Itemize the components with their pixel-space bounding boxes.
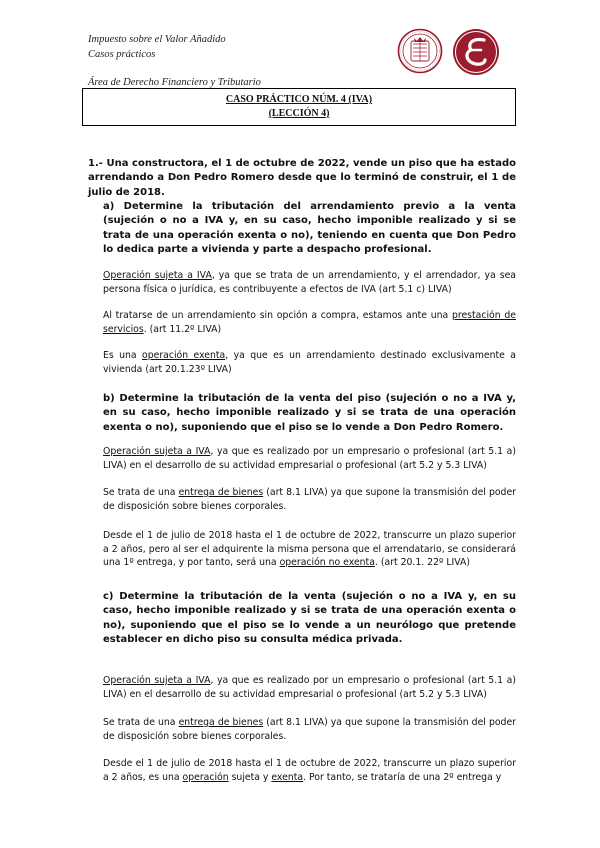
answer-a-2: Al tratarse de un arrendamiento sin opción a compra, estamos ante una prestación de servicios. (art 11.2º LIVA) <box>103 310 516 335</box>
case-title: CASO PRÁCTICO NÚM. 4 (IVA) <box>225 94 373 105</box>
question-a: a) Determine la tributación del arrendamiento previo a la venta (sujeción o no a IVA y, en su caso, hecho imponible realizado y si se trata de una operación exenta o no), teniendo en cuenta que Don Pedro lo dedica parte a vivienda y parte a despacho profesional. <box>103 201 516 256</box>
term-prestacion-servicios: prestación de servicios <box>103 310 516 335</box>
term-operacion-exenta: operación exenta <box>142 350 226 361</box>
university-seal-logo <box>397 28 443 74</box>
header-subtitle: Casos prácticos <box>88 49 156 60</box>
term-entrega-bienes: entrega de bienes <box>178 487 264 498</box>
answer-b-2: Se trata de una entrega de bienes (art 8.1 LIVA) ya que supone la transmisión del poder de disposición sobre bienes corporales. <box>103 487 516 512</box>
answer-a-1: Operación sujeta a IVA, ya que se trata de un arrendamiento, y el arrendador, ya sea persona física o jurídica, es contribuyente a efectos de IVA (art 5.1 c) LIVA) <box>103 270 516 295</box>
header-subject: Impuesto sobre el Valor Añadido <box>88 34 226 45</box>
term-operacion-sujeta: Operación sujeta a IVA <box>103 675 211 686</box>
answer-c-3: Desde el 1 de julio de 2018 hasta el 1 de octubre de 2022, transcurre un plazo superior a 2 años, es una operación sujeta y exenta. Por tanto, se trataría de una 2º entrega y <box>103 758 516 783</box>
term-operacion: operación <box>182 771 229 783</box>
answer-a-3: Es una operación exenta, ya que es un arrendamiento destinado exclusivamente a vivienda (art 20.1.23º LIVA) <box>103 350 516 375</box>
term-exenta: exenta <box>271 771 304 783</box>
answer-b-3: Desde el 1 de julio de 2018 hasta el 1 de octubre de 2022, transcurre un plazo superior a 2 años, pero al ser el adquirente la misma persona que el arrendatario, se considerará una 1º entrega, y por tanto, será una operación no exenta. (art 20.1. 22º LIVA) <box>103 530 516 569</box>
answer-b-1: Operación sujeta a IVA, ya que es realizado por un empresario o profesional (art 5.1 a) LIVA) en el desarrollo de su actividad empresarial o profesional (art 5.2 y 5.3 LIVA) <box>103 446 516 471</box>
header-department: Área de Derecho Financiero y Tributario <box>88 77 261 88</box>
term-entrega-bienes: entrega de bienes <box>178 717 264 728</box>
question-1-intro: 1.- Una constructora, el 1 de octubre de 2022, vende un piso que ha estado arrendando a Don Pedro Romero desde que lo terminó de construir, el 1 de julio de 2018. <box>88 158 516 198</box>
faculty-e-logo <box>451 27 501 77</box>
question-c: c) Determine la tributación de la venta (sujeción o no a IVA y, en su caso, hecho imponible realizado y si se trata de una operación exenta o no), suponiendo que el piso se lo vende a un neurólogo que pretende establecer en dicho piso su consulta médica privada. <box>103 591 516 646</box>
answer-c-2: Se trata de una entrega de bienes (art 8.1 LIVA) ya que supone la transmisión del poder de disposición sobre bienes corporales. <box>103 717 516 742</box>
lesson-title: (LECCIÓN 4) <box>268 108 330 119</box>
answer-c-1: Operación sujeta a IVA, ya que es realizado por un empresario o profesional (art 5.1 a) LIVA) en el desarrollo de su actividad empresarial o profesional (art 5.2 y 5.3 LIVA) <box>103 675 516 700</box>
case-title-box <box>82 88 516 126</box>
question-b: b) Determine la tributación de la venta del piso (sujeción o no a IVA y, en su caso, hecho imponible realizado y si se trata de una operación exenta o no), suponiendo que el piso se lo vende a Don Pedro Romero. <box>103 393 516 433</box>
term-operacion-no-exenta: operación no exenta <box>279 557 375 569</box>
term-operacion-sujeta: Operación sujeta a IVA <box>103 270 212 281</box>
term-operacion-sujeta: Operación sujeta a IVA <box>103 446 211 457</box>
